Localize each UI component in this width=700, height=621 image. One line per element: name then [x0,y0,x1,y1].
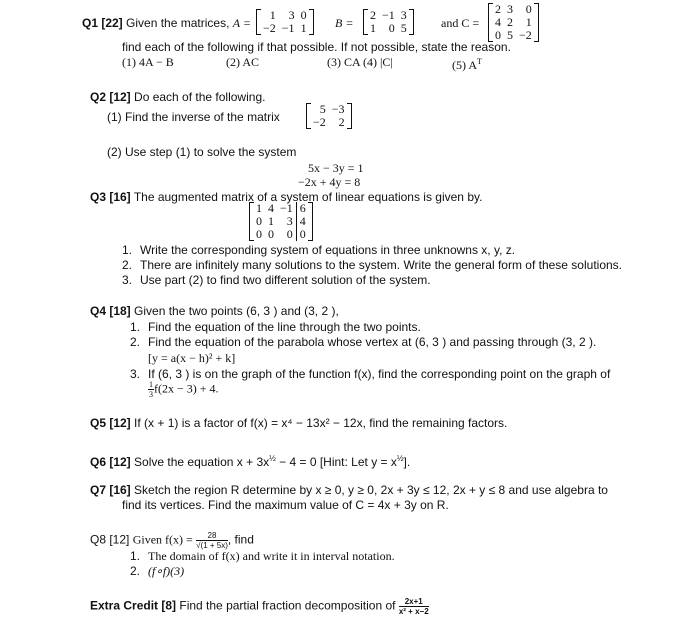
q4-item-3-expr: $\frac{1}{3}$ f(2x − 3) + 4. [149,380,219,399]
matrix-cell: 2 [495,2,501,16]
q8-pre: Given f(x) = [132,532,193,547]
q2-heading: Q2 [12] [90,90,131,104]
matrix-cell: 0 [525,2,532,16]
q2-intro: Do each of the following. [134,90,266,104]
extra-credit-text: Find the partial fraction decomposition of [179,598,396,613]
matrix-cell: 4 [296,215,309,228]
matrix-cell: −2 [263,21,276,35]
q1-c-label: and C = [441,16,480,30]
q1-b-label: B = [335,16,354,30]
q2-line [90,90,265,104]
matrix-cell: 5 [319,102,326,116]
q6-heading: Q6 [12] [90,455,131,469]
matrix-cell: 5 [507,28,513,42]
q4-item-2-hint: [y = a(x − h)² + k] [148,351,236,365]
q8-line: Q8 [12] Given f(x) = $\frac{28}{√(1 + 5x)}$ , find [90,531,254,550]
matrix-cell: 3 [286,214,293,228]
matrix-cell: −1 [280,201,293,215]
matrix-a [256,9,314,35]
matrix-cell: 3 [288,8,295,22]
matrix-cell: −1 [281,21,295,35]
q6-line: Q6 [12] Solve the equation $x + 3x^{\frac{1}{2}} - 4 = 0$ [Hint: Let $y = x^{\frac{1}{2}}$]. [90,454,411,469]
matrix-cell: −3 [331,102,345,116]
matrix-cell: 1 [256,201,262,215]
q1-line [82,16,251,30]
matrix-cell: 3 [507,2,513,16]
q7-heading: Q7 [16] [90,483,131,497]
q1-part-2: (2) AC [226,55,259,69]
q4-item-3: 3. If (6, 3 ) is on the graph of the function f(x), find the corresponding point on the graph of [130,367,611,381]
q2-step-2: (2) Use step (1) to solve the system [107,145,297,159]
q8-item-1: 1. The domain of f(x) and write it in interval notation. [130,549,395,563]
matrix-cell: 2 [370,8,376,22]
matrix-cell: 2 [338,115,345,129]
q7-text-2: find its vertices. Find the maximum value of C = 4x + 3y on R. [122,498,449,512]
matrix-cell: 3 [400,8,407,22]
matrix-cell: 1 [269,8,276,22]
augmented-matrix [249,202,313,241]
matrix-cell: 6 [296,202,309,215]
matrix-cell: 0 [495,28,501,42]
matrix-cell: 5 [400,21,407,35]
matrix-cell: 0 [268,227,274,241]
q3-item-2: 2. There are infinitely many solutions to the system. Write the general form of these solutions. [122,258,623,272]
q8-heading: Q8 [12] [90,532,130,547]
q2-step-1: (1) Find the inverse of the matrix [107,110,280,124]
q2-equation-2: −2x + 4y = 8 [298,175,361,189]
matrix-cell: 0 [286,227,293,241]
q4-line [90,304,339,318]
matrix-cell: 0 [300,8,307,22]
q1-intro: Given the matrices, [126,16,230,30]
q3-intro: The augmented matrix of a system of linear equations is given by. [133,190,483,204]
matrix-cell: 0 [256,227,262,241]
matrix-cell: 0 [296,228,309,241]
q1-part-5: (5) $A^T$ [452,57,482,72]
matrix-cell: 1 [370,21,376,35]
extra-credit-line: Extra Credit [8] Find the partial fraction decomposition of $\frac{2x+1}{\text{x² + x−2}}$ [90,597,429,616]
q4-heading: Q4 [18] [90,304,131,318]
matrix-cell: 1 [525,15,532,29]
q1-a-label: A = [232,16,251,30]
q3-heading: Q3 [16] [90,190,131,204]
q2-equation-1: 5x − 3y = 1 [308,161,364,175]
q5-line [90,416,507,430]
q4-item-2: 2. Find the equation of the parabola whose vertex at (6, 3 ) and passing through (3, 2 ). [130,335,597,349]
matrix-c [488,3,539,42]
q3-item-3: 3. Use part (2) to find two different solution of the system. [122,273,431,287]
matrix-cell: 0 [256,214,262,228]
matrix-b [363,9,414,35]
matrix-cell: −2 [519,28,532,42]
matrix-q2 [306,103,352,129]
matrix-cell: −2 [313,115,326,129]
q7-text: Sketch the region R determine by x ≥ 0, y ≥ 0, 2x + 3y ≤ 12, 2x + y ≤ 8 and use algebra to [134,483,608,497]
q6-text: Solve the equation x + 3x [134,455,270,469]
matrix-cell: −1 [382,8,395,22]
q1-part-3-4: (3) CA (4) |C| [327,55,393,69]
q3-item-1: 1. Write the corresponding system of equations in three unknowns x, y, z. [122,243,516,257]
matrix-cell: 1 [300,21,307,35]
matrix-cell: 1 [268,214,274,228]
q4-item-1: 1. Find the equation of the line through the two points. [130,320,421,334]
q5-text: If (x + 1) is a factor of f(x) = x⁴ − 13x² − 12x, find the remaining factors. [134,416,508,430]
extra-credit-heading: Extra Credit [8] [90,598,177,613]
matrix-cell: 2 [507,15,513,29]
q4-intro: Given the two points (6, 3 ) and (3, 2 ), [134,304,339,318]
q1-instruction: find each of the following if that possible. If not possible, state the reason. [122,40,511,54]
q7-line [90,483,608,497]
q8-item-2: 2. (f∘f)(3) [130,564,185,578]
matrix-cell: 4 [495,15,501,29]
matrix-cell: 0 [388,21,395,35]
q1-part-1: (1) 4A − B [122,55,174,69]
q5-heading: Q5 [12] [90,416,131,430]
matrix-cell: 4 [268,201,274,215]
q1-heading: Q1 [22] [82,16,123,30]
